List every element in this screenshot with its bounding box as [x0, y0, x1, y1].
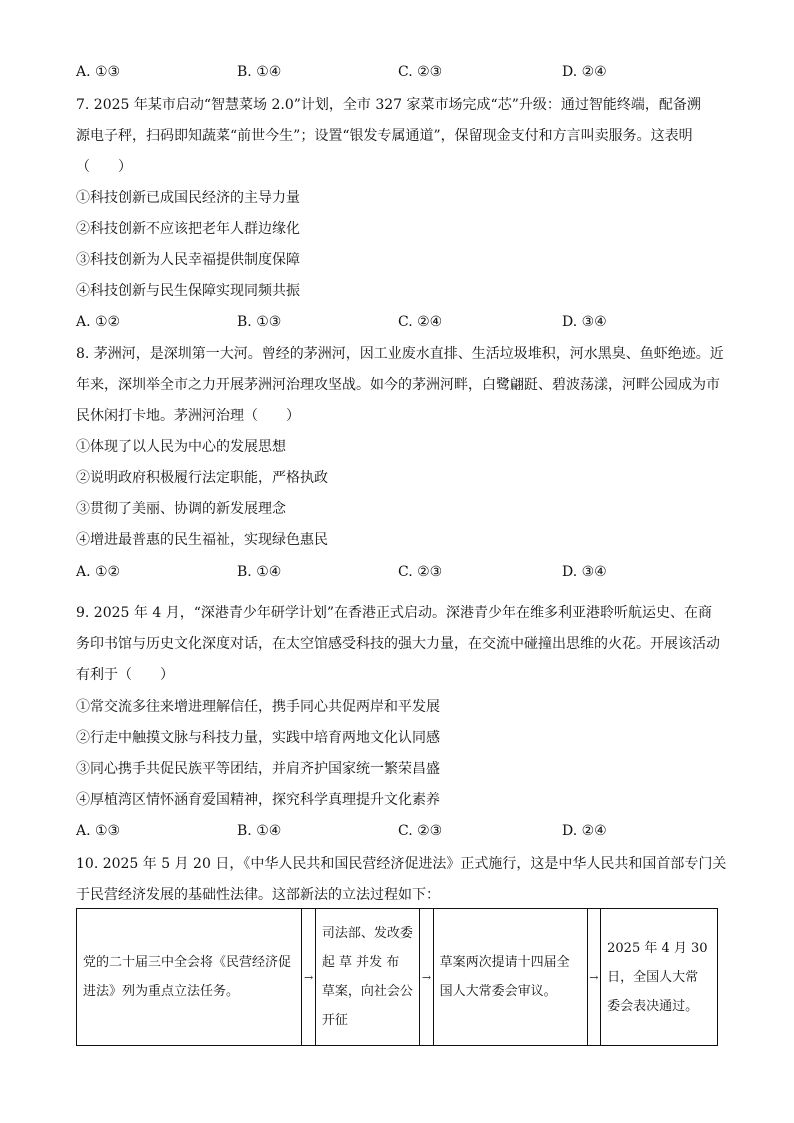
option-b: B. ①④: [237, 64, 282, 80]
option-c: C. ②④: [398, 314, 443, 330]
q9-item: ③同心携手共促民族平等团结，并肩齐护国家统一繁荣昌盛: [76, 761, 440, 777]
option-c: C. ②③: [398, 564, 443, 580]
option-d: D. ②④: [562, 823, 607, 839]
q9-item: ④厚植湾区情怀涵育爱国精神，探究科学真理提升文化素养: [76, 792, 440, 808]
option-b: B. ①④: [237, 823, 282, 839]
option-d: D. ③④: [562, 314, 607, 330]
q7-stem-line: 源电子秤，扫码即知蔬菜“前世今生”；设置“银发专属通道”，保留现金支付和方言叫卖服务。这表明: [76, 128, 693, 144]
option-a: A. ①②: [76, 314, 121, 330]
option-d: D. ②④: [562, 64, 607, 80]
q10-stem-line: 10. 2025 年 5 月 20 日，《中华人民共和国民营经济促进法》正式施行，这是中华人民共和国首部专门关: [76, 856, 727, 872]
q8-stem-line: 8. 茅洲河，是深圳第一大河。曾经的茅洲河，因工业废水直排、生活垃圾堆积，河水黑臭、鱼虾绝迹。近: [76, 346, 724, 362]
q8-stem-line: 民休闲打卡地。茅洲河治理（ ）: [76, 408, 300, 424]
arrow-icon: →: [420, 909, 433, 1046]
q7-item: ③科技创新为人民幸福提供制度保障: [76, 252, 300, 268]
q8-item: ②说明政府积极履行法定职能，严格执政: [76, 470, 328, 486]
q7-item: ④科技创新与民生保障实现同频共振: [76, 283, 300, 299]
q7-stem-line: （ ）: [76, 159, 132, 175]
q10-stem-line: 于民营经济发展的基础性法律。这部新法的立法过程如下：: [76, 887, 440, 903]
q9-options: [76, 822, 726, 840]
option-c: C. ②③: [398, 64, 443, 80]
option-a: A. ①③: [76, 823, 121, 839]
q9-item: ②行走中触摸文脉与科技力量，实践中培育两地文化认同感: [76, 730, 440, 746]
q9-item: ①常交流多往来增进理解信任，携手同心共促两岸和平发展: [76, 699, 440, 715]
legislation-process-table: [76, 908, 718, 1046]
process-step-3: 草案两次提请十四届全国人大常委会审议。: [433, 909, 587, 1046]
option-d: D. ③④: [562, 564, 607, 580]
process-step-2: 司法部、发改委起 草 并发 布 草案，向社会公开征: [315, 909, 419, 1046]
option-a: A. ①③: [76, 64, 121, 80]
q7-stem-line: 7. 2025 年某市启动“智慧菜场 2.0”计划，全市 327 家菜市场完成“芯”升级：通过智能终端，配备溯: [76, 97, 701, 113]
q7-item: ②科技创新不应该把老年人群边缘化: [76, 221, 300, 237]
q7-options: [76, 313, 726, 331]
process-step-4: 2025 年 4 月 30日，全国人大常委会表决通过。: [601, 909, 718, 1046]
option-b: B. ①④: [237, 564, 282, 580]
q8-item: ③贯彻了美丽、协调的新发展理念: [76, 501, 286, 517]
q8-item: ④增进最普惠的民生福祉，实现绿色惠民: [76, 532, 328, 548]
process-step-1: 党的二十届三中全会将《民营经济促进法》列为重点立法任务。: [77, 909, 302, 1046]
option-b: B. ①③: [237, 314, 282, 330]
q7-item: ①科技创新已成国民经济的主导力量: [76, 190, 300, 206]
option-a: A. ①②: [76, 564, 121, 580]
q9-stem-line: 有利于（ ）: [76, 667, 174, 683]
q8-item: ①体现了以人民为中心的发展思想: [76, 439, 286, 455]
arrow-icon: →: [587, 909, 600, 1046]
arrow-icon: →: [302, 909, 315, 1046]
q9-stem-line: 务印书馆与历史文化深度对话，在太空馆感受科技的强大力量，在交流中碰撞出思维的火花。开展该活动: [76, 636, 720, 652]
q8-stem-line: 年来，深圳举全市之力开展茅洲河治理攻坚战。如今的茅洲河畔，白鹭翩跹、碧波荡漾，河畔公园成为市: [76, 377, 720, 393]
q8-options: [76, 563, 726, 581]
option-c: C. ②③: [398, 823, 443, 839]
q6-options: [76, 63, 726, 81]
q9-stem-line: 9. 2025 年 4 月，“深港青少年研学计划”在香港正式启动。深港青少年在维多利亚港聆听航运史、在商: [76, 605, 713, 621]
